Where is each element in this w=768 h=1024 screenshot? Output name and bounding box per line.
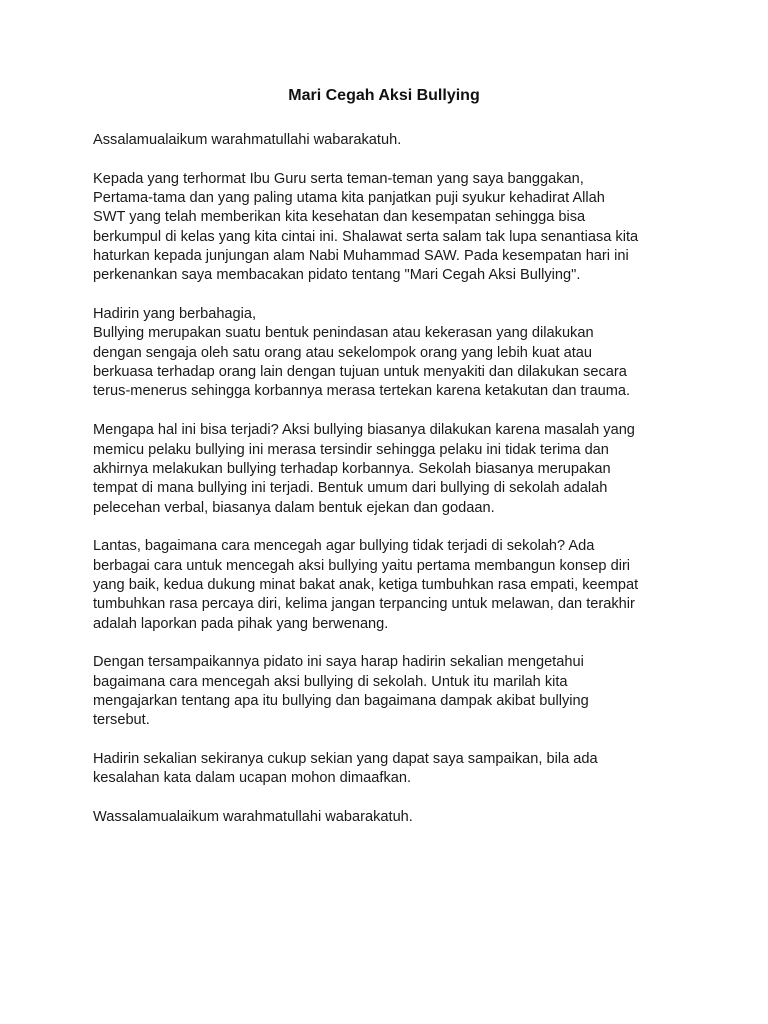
- text-line: mengajarkan tentang apa itu bullying dan bagaimana dampak akibat bullying: [93, 692, 589, 709]
- text-line: SWT yang telah memberikan kita kesehatan dan kesempatan sehingga bisa: [93, 209, 586, 226]
- text-line: terus-menerus sehingga korbannya merasa tertekan karena ketakutan dan trauma.: [93, 383, 631, 400]
- text-line: tempat di mana bullying ini terjadi. Bentuk umum dari bullying di sekolah adalah: [93, 480, 608, 497]
- text-line: memicu pelaku bullying ini merasa tersindir sehingga pelaku ini tidak terima dan: [93, 441, 609, 458]
- document-body: [93, 131, 693, 847]
- text-line: adalah laporkan pada pihak yang berwenang.: [93, 615, 389, 632]
- text-line: Mengapa hal ini bisa terjadi? Aksi bullying biasanya dilakukan karena masalah yang: [93, 422, 635, 439]
- text-line: Bullying merupakan suatu bentuk penindasan atau kekerasan yang dilakukan: [93, 325, 594, 342]
- text-line: Assalamualaikum warahmatullahi wabarakatuh.: [93, 132, 402, 148]
- text-line: berkuasa terhadap orang lain dengan tujuan untuk menyakiti dan dilakukan secara: [93, 364, 627, 381]
- text-line: dengan sengaja oleh satu orang atau sekelompok orang yang lebih kuat atau: [93, 344, 592, 361]
- text-line: Hadirin sekalian sekiranya cukup sekian yang dapat saya sampaikan, bila ada: [93, 751, 598, 767]
- text-line: tumbuhkan rasa percaya diri, kelima jangan terpancing untuk melawan, dan terakhir: [93, 596, 635, 613]
- text-line: berbagai cara untuk mencegah aksi bullying yaitu pertama membangun konsep diri: [93, 557, 631, 574]
- text-line: akhirnya melakukan bullying terhadap korbannya. Sekolah biasanya merupakan: [93, 460, 611, 477]
- paragraph-causes: [93, 421, 693, 518]
- text-line: Pertama-tama dan yang paling utama kita panjatkan puji syukur kehadirat Allah: [93, 190, 605, 207]
- text-line: Lantas, bagaimana cara mencegah agar bullying tidak terjadi di sekolah? Ada: [93, 538, 595, 555]
- text-line: Kepada yang terhormat Ibu Guru serta teman-teman yang saya banggakan,: [93, 170, 584, 187]
- text-line: haturkan kepada junjungan alam Nabi Muhammad SAW. Pada kesempatan hari ini: [93, 248, 629, 265]
- text-line: perkenankan saya membacakan pidato tentang "Mari Cegah Aksi Bullying".: [93, 267, 581, 284]
- paragraph-definition: [93, 305, 693, 402]
- paragraph-conclusion: [93, 653, 693, 730]
- text-line: berkumpul di kelas yang kita cintai ini. Shalawat serta salam tak lupa senantiasa kita: [93, 228, 639, 245]
- paragraph-farewell: [93, 808, 693, 827]
- paragraph-opening: [93, 170, 693, 286]
- text-line: Wassalamualaikum warahmatullahi wabarakatuh.: [93, 809, 413, 826]
- text-line: Hadirin yang berbahagia,: [93, 306, 257, 323]
- text-line: pelecehan verbal, biasanya dalam bentuk ejekan dan godaan.: [93, 499, 495, 516]
- text-line: kesalahan kata dalam ucapan mohon dimaafkan.: [93, 770, 412, 787]
- text-line: bagaimana cara mencegah aksi bullying di sekolah. Untuk itu marilah kita: [93, 673, 568, 690]
- document-title: Mari Cegah Aksi Bullying: [288, 87, 480, 104]
- paragraph-closing: [93, 750, 693, 789]
- text-line: Dengan tersampaikannya pidato ini saya harap hadirin sekalian mengetahui: [93, 654, 584, 671]
- paragraph-prevention: [93, 537, 693, 634]
- text-line: yang baik, kedua dukung minat bakat anak, ketiga tumbuhkan rasa empati, keempat: [93, 576, 639, 593]
- text-line: tersebut.: [93, 712, 150, 729]
- paragraph-greeting: [93, 131, 693, 150]
